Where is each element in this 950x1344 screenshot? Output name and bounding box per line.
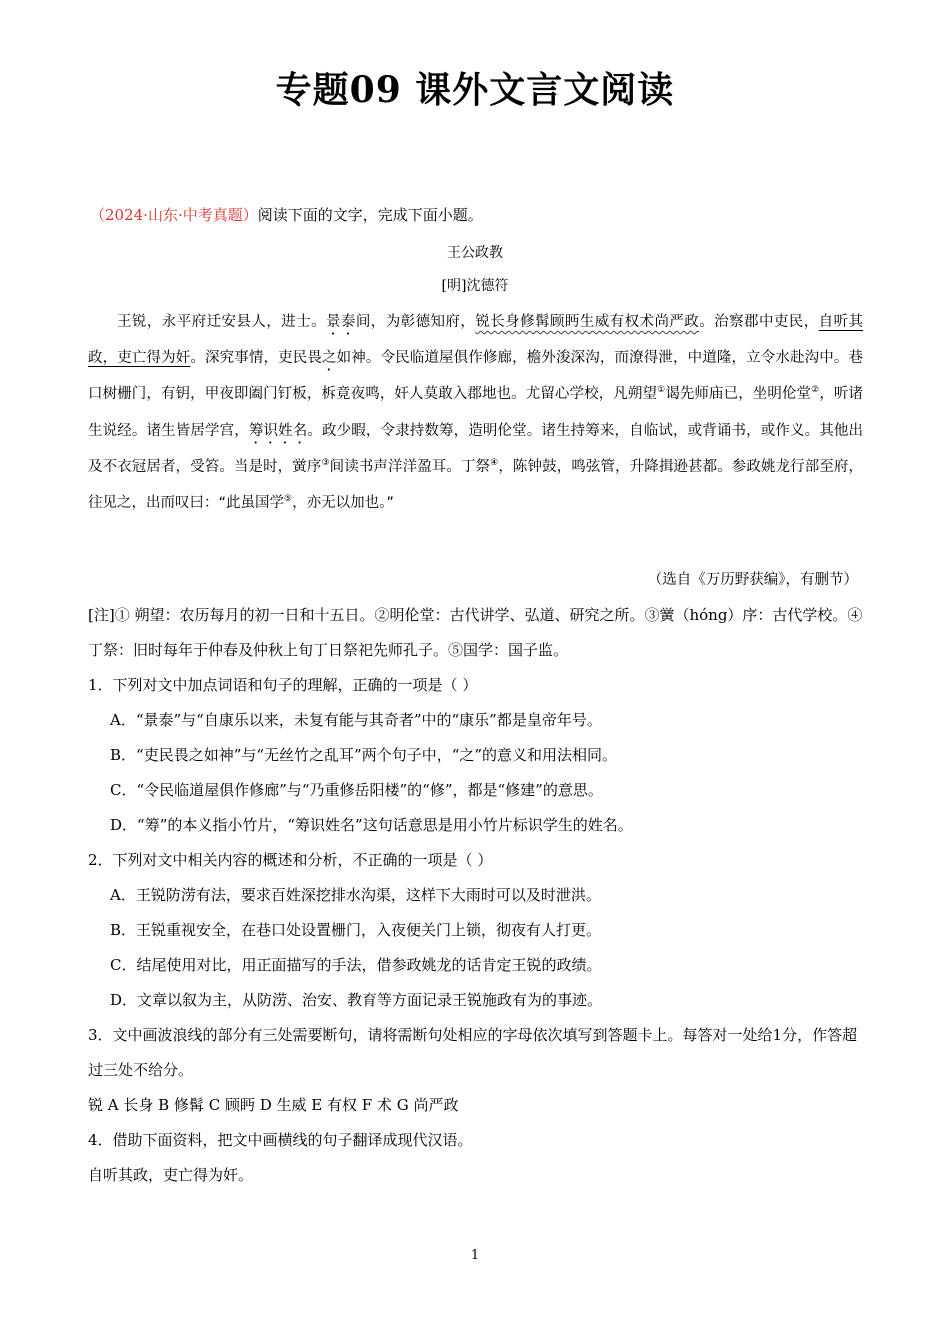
question-3-sentence: 锐 A 长身 B 修髯 C 顾眄 D 生威 E 有权 F 术 G 尚严政: [88, 1096, 459, 1114]
question-4-stem: 4．借助下面资料，把文中画横线的句子翻译成现代汉语。: [88, 1131, 473, 1149]
footnote-marker: ④: [490, 457, 499, 468]
footnote-marker: ②: [811, 385, 820, 396]
question-1-option-c: C．“令民临道屋俱作修廊”与“乃重修岳阳楼”的“修”，都是“修建”的意思。: [110, 781, 603, 799]
question-4-sentence: 自听其政，吏亡得为奸。: [88, 1166, 254, 1184]
questions-section: [88, 598, 863, 1193]
wavy-underlined-sentence: 锐长身修髯顾眄生威有权术尚严政: [475, 314, 700, 330]
question-2-option-a: A．王锐防涝有法，要求百姓深挖排水沟渠，这样下大雨时可以及时泄洪。: [110, 886, 601, 904]
page-number: 1: [470, 1248, 480, 1263]
dotted-word: 之: [322, 350, 337, 367]
passage-text: 王锐，永平府迁安县人，进士。景泰间，为彰德知府，锐长身修髯顾眄生威有权术尚严政。治察郡中吏民，自听其政，吏亡得为奸。深究事情，吏民畏之如神。令民临道屋俱作修廊，檐外浚深沟，而潦得泄，中道隆，立令水赴沟中。巷口树栅门，有钥，甲夜即阖门钉板，柝竟夜鸣，奸人莫敢入郡地也。尤留心学校，凡朔望①谒先师庙已，坐明伦堂②，听诸生说经。诸生皆居学宫，筹识姓名。政少暇，令隶持数筹，造明伦堂。诸生持筹来，自临试，或背诵书，或作义。其他出及不衣冠居者，受笞。当是时，黉序③间读书声洋洋盈耳。丁祭④，陈钟鼓，鸣弦管，升降揖逊甚都。参政姚龙行部至府，往见之，出而叹曰：“此虽国学⑤，亦无以加也。”: [88, 314, 864, 512]
underlined-sentence: 自听其政，吏亡得为奸: [88, 314, 864, 367]
question-1-stem: 1．下列对文中加点词语和句子的理解，正确的一项是（ ）: [88, 676, 478, 694]
question-2-option-c: C．结尾使用对比，用正面描写的手法，借参政姚龙的话肯定王锐的政绩。: [110, 956, 602, 974]
footnote-marker: ③: [321, 457, 330, 468]
question-3-stem: 3．文中画波浪线的部分有三处需要断句，请将需断句处相应的字母依次填写到答题卡上。每答对一处给1分，作答超过三处不给分。: [88, 1026, 858, 1079]
dotted-word: 景泰: [326, 314, 356, 330]
footnote-marker: ①: [657, 385, 666, 396]
passage-author: [明]沈德符: [441, 278, 509, 294]
passage-source-note: （选自《万历野获编》，有删节）: [647, 572, 858, 588]
page-title: 专题09 课外文言文阅读: [275, 69, 675, 111]
dotted-word: 筹识姓名: [248, 422, 308, 439]
question-1-option-d: D．“筹”的本义指小竹片，“筹识姓名”这句话意思是用小竹片标识学生的姓名。: [110, 816, 633, 834]
question-1-option-b: B．“吏民畏之如神”与“无丝竹之乱耳”两个句子中，“之”的意义和用法相同。: [110, 746, 618, 764]
footnote-marker: ⑤: [284, 494, 293, 505]
annotations: [注]① 朔望：农历每月的初一日和十五日。②明伦堂：古代讲学、弘道、研究之所。③黉（hóng）序：古代学校。④丁祭：旧时每年于仲春及仲秋上旬丁日祭祀先师孔子。⑤国学：国子监。: [88, 606, 863, 659]
question-source: （2024·山东·中考真题）: [90, 206, 258, 224]
question-intro: [90, 204, 483, 225]
passage-title: 王公政教: [447, 245, 503, 261]
intro-text: 阅读下面的文字，完成下面小题。: [257, 206, 483, 224]
question-2-stem: 2．下列对文中相关内容的概述和分析，不正确的一项是（ ）: [88, 851, 493, 869]
question-1-option-a: A．“景泰”与“自康乐以来，未复有能与其奇者”中的“康乐”都是皇帝年号。: [110, 711, 602, 729]
question-2-option-d: D．文章以叙为主，从防涝、治安、教育等方面记录王锐施政有为的事迹。: [110, 991, 603, 1009]
question-2-option-b: B．王锐重视安全，在巷口处设置栅门，入夜便关门上锁，彻夜有人打更。: [110, 921, 602, 939]
